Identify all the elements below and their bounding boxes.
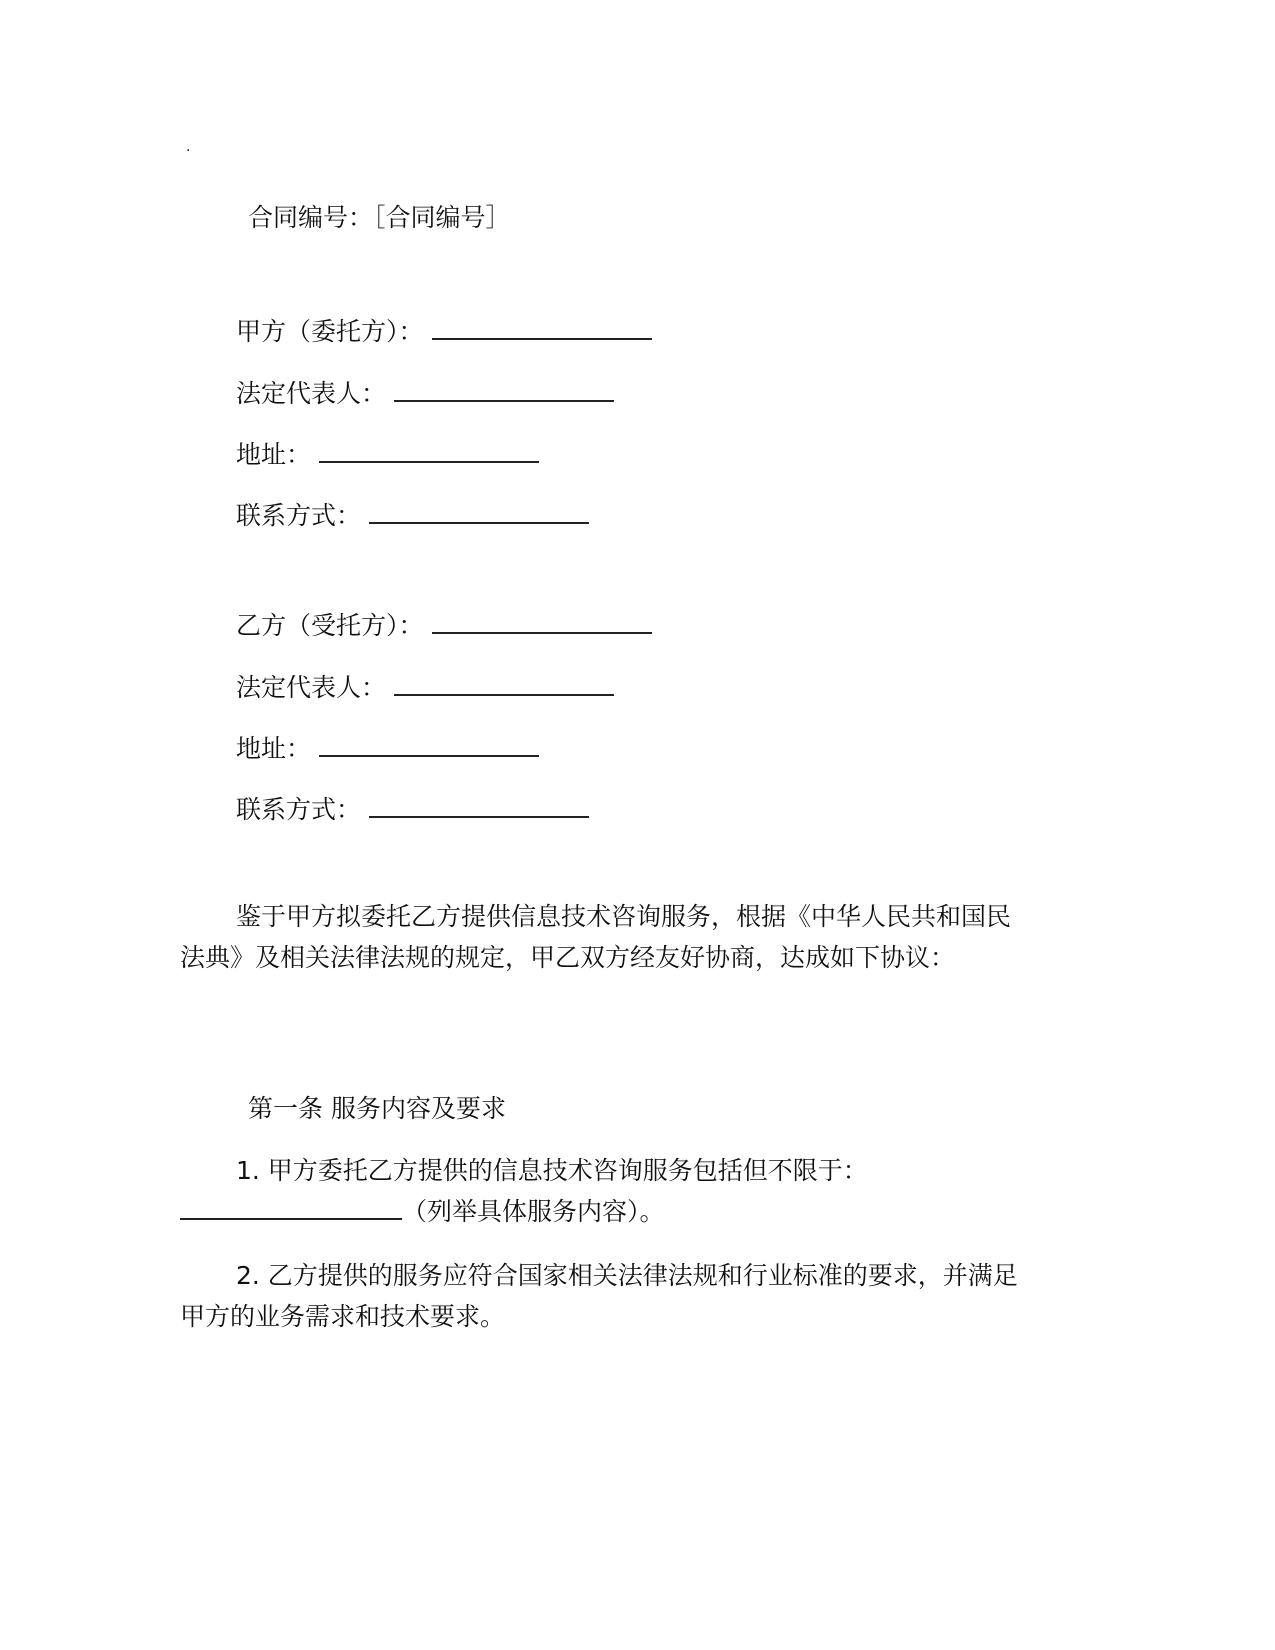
party-b-name-row (236, 606, 652, 642)
party-b-address-row (236, 729, 539, 765)
party-b-rep-blank[interactable] (394, 668, 614, 696)
party-a-address-label: 地址： (236, 440, 312, 469)
party-a-address-blank[interactable] (319, 435, 539, 463)
party-a-contact-label: 联系方式： (236, 501, 362, 530)
party-a-rep-blank[interactable] (394, 374, 614, 402)
party-b-address-blank[interactable] (319, 729, 539, 757)
contract-number: 合同编号：［合同编号］ (248, 203, 511, 232)
party-a-rep-row (236, 374, 614, 410)
party-a-name-blank[interactable] (432, 312, 652, 340)
party-a-address-row (236, 435, 539, 471)
preamble-paragraph: 鉴于甲方拟委托乙方提供信息技术咨询服务，根据《中华人民共和国民法典》及相关法律法规的规定，甲乙双方经友好协商，达成如下协议： (180, 902, 1012, 972)
party-b-contact-label: 联系方式： (236, 795, 362, 824)
party-a-contact-row (236, 496, 589, 532)
service-content-blank[interactable] (180, 1192, 402, 1220)
party-a-name-row (236, 312, 652, 348)
article-1-item-1-text: 1. 甲方委托乙方提供的信息技术咨询服务包括但不限于： (236, 1156, 868, 1185)
party-b-contact-row (236, 790, 589, 826)
article-1-item-1-suffix: （列举具体服务内容）。 (402, 1197, 665, 1226)
party-b-rep-label: 法定代表人： (236, 673, 387, 702)
party-a-name-label: 甲方（委托方）： (236, 317, 424, 346)
article-1-title: 第一条 服务内容及要求 (248, 1094, 506, 1123)
party-b-contact-blank[interactable] (369, 790, 589, 818)
article-1-item-1 (180, 1150, 1020, 1232)
article-1-item-2: 2. 乙方提供的服务应符合国家相关法律法规和行业标准的要求，并满足甲方的业务需求和技术要求。 (180, 1261, 1018, 1331)
party-b-rep-row (236, 668, 614, 704)
party-a-contact-blank[interactable] (369, 496, 589, 524)
party-b-name-label: 乙方（受托方）： (236, 611, 424, 640)
party-b-name-blank[interactable] (432, 606, 652, 634)
page-mark: . (186, 139, 191, 155)
party-b-address-label: 地址： (236, 734, 312, 763)
party-a-rep-label: 法定代表人： (236, 379, 387, 408)
